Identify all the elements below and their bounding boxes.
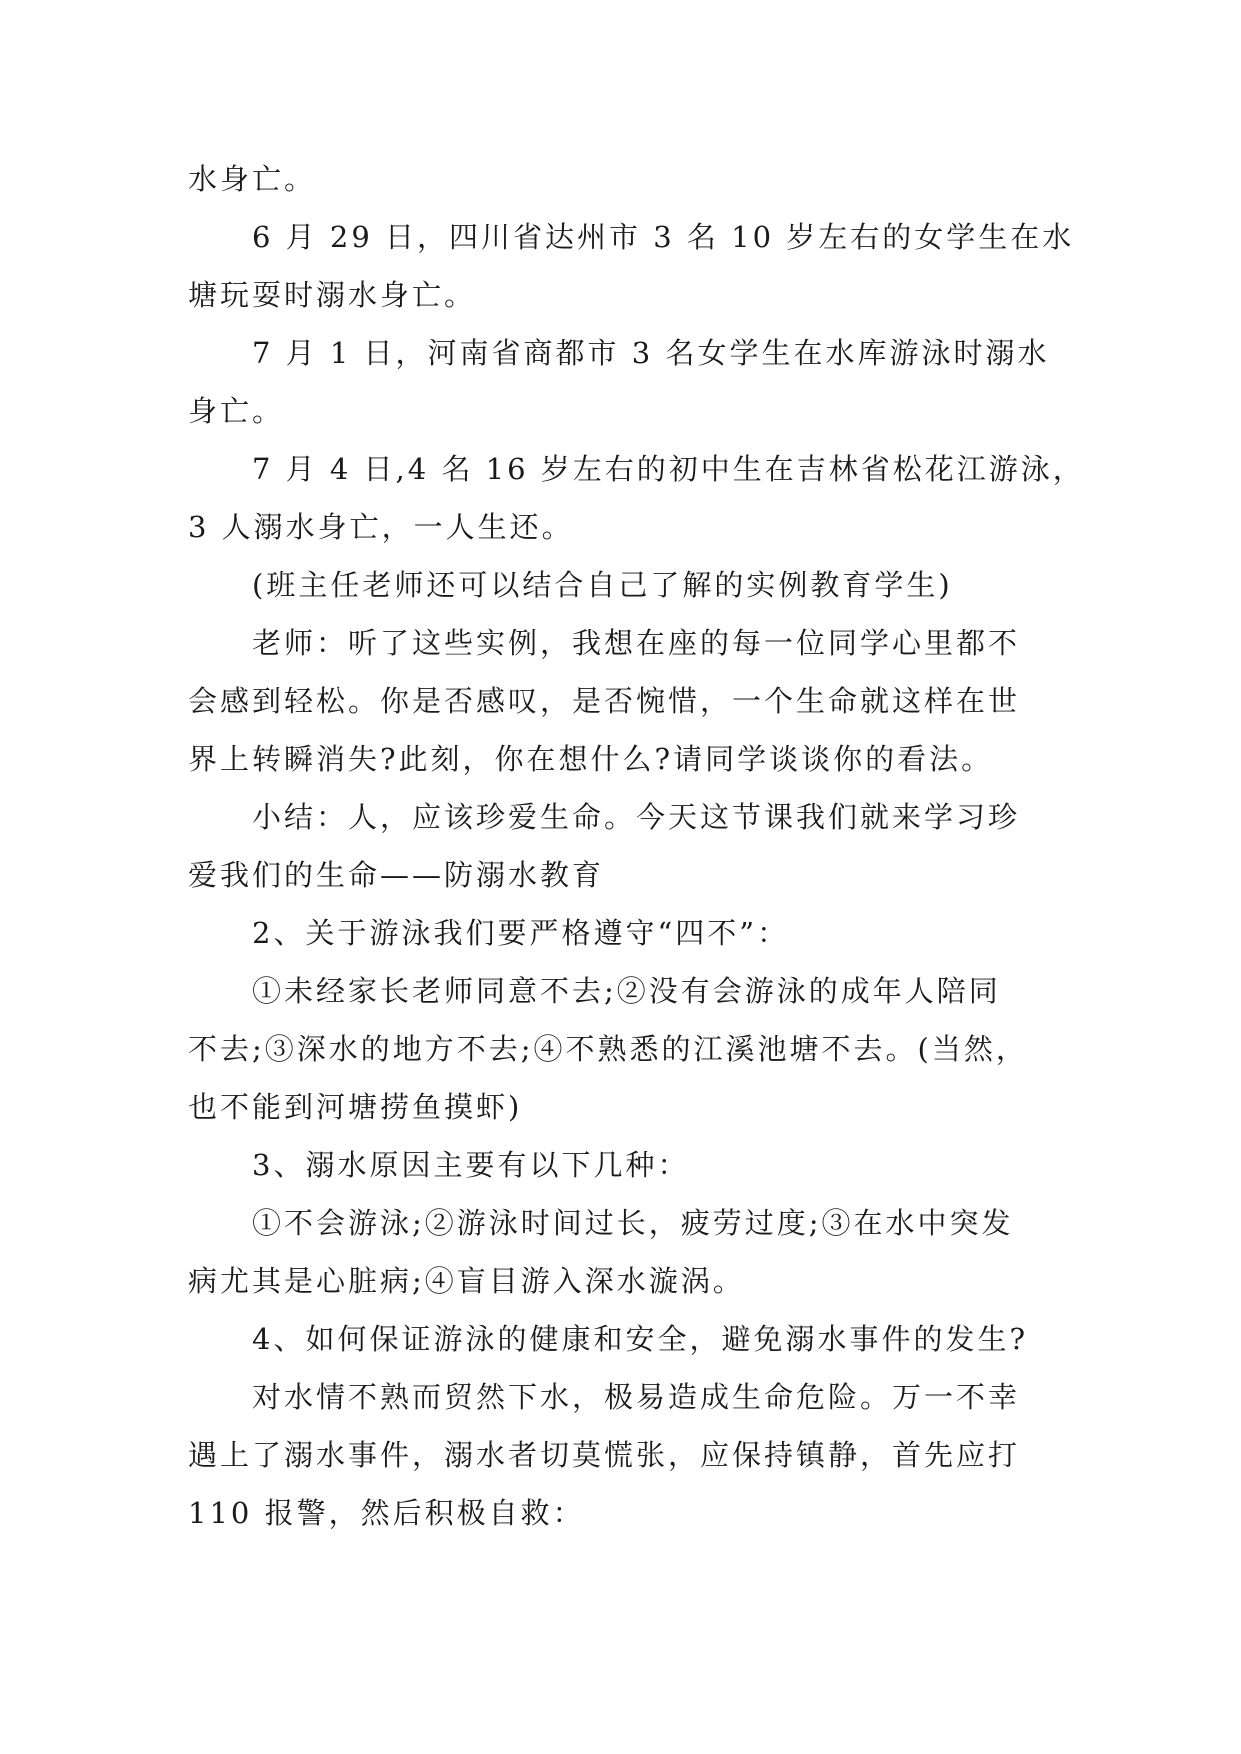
text-line: 也不能到河塘捞鱼摸虾)	[188, 1090, 523, 1124]
text-line: ①不会游泳;②游泳时间过长，疲劳过度;③在水中突发	[252, 1206, 1014, 1240]
text-line: 遇上了溺水事件，溺水者切莫慌张，应保持镇静，首先应打	[188, 1438, 1021, 1472]
text-line: 塘玩耍时溺水身亡。	[188, 278, 477, 312]
text-line: 身亡。	[188, 394, 285, 428]
text-line: 3 人溺水身亡，一人生还。	[188, 510, 574, 544]
text-line: 对水情不熟而贸然下水，极易造成生命危险。万一不幸	[252, 1380, 1021, 1414]
text-line: 7 月 4 日,4 名 16 岁左右的初中生在吉林省松花江游泳，	[252, 452, 1085, 486]
text-line: 2、关于游泳我们要严格遵守“四不”：	[252, 916, 790, 950]
text-line: 界上转瞬消失?此刻，你在想什么?请同学谈谈你的看法。	[188, 742, 994, 776]
document-body	[188, 150, 1085, 1542]
text-line: 爱我们的生命——防溺水教育	[188, 858, 605, 892]
text-line: 110 报警，然后积极自救：	[188, 1496, 585, 1530]
text-line: 3、溺水原因主要有以下几种：	[252, 1148, 690, 1182]
text-line: ①未经家长老师同意不去;②没有会游泳的成年人陪同	[252, 974, 1001, 1008]
text-line: 会感到轻松。你是否感叹，是否惋惜，一个生命就这样在世	[188, 684, 1021, 718]
text-line: 老师：听了这些实例，我想在座的每一位同学心里都不	[252, 626, 1021, 660]
text-line: 不去;③深水的地方不去;④不熟悉的江溪池塘不去。(当然，	[188, 1032, 1028, 1066]
text-line: (班主任老师还可以结合自己了解的实例教育学生)	[252, 568, 953, 602]
text-line: 7 月 1 日，河南省商都市 3 名女学生在水库游泳时溺水	[252, 336, 1050, 370]
text-line: 6 月 29 日，四川省达州市 3 名 10 岁左右的女学生在水	[252, 220, 1075, 254]
text-line: 小结：人，应该珍爱生命。今天这节课我们就来学习珍	[252, 800, 1021, 834]
text-line: 病尤其是心脏病;④盲目游入深水漩涡。	[188, 1264, 745, 1298]
text-line: 4、如何保证游泳的健康和安全，避免溺水事件的发生?	[252, 1322, 1028, 1356]
text-line: 水身亡。	[188, 162, 317, 196]
